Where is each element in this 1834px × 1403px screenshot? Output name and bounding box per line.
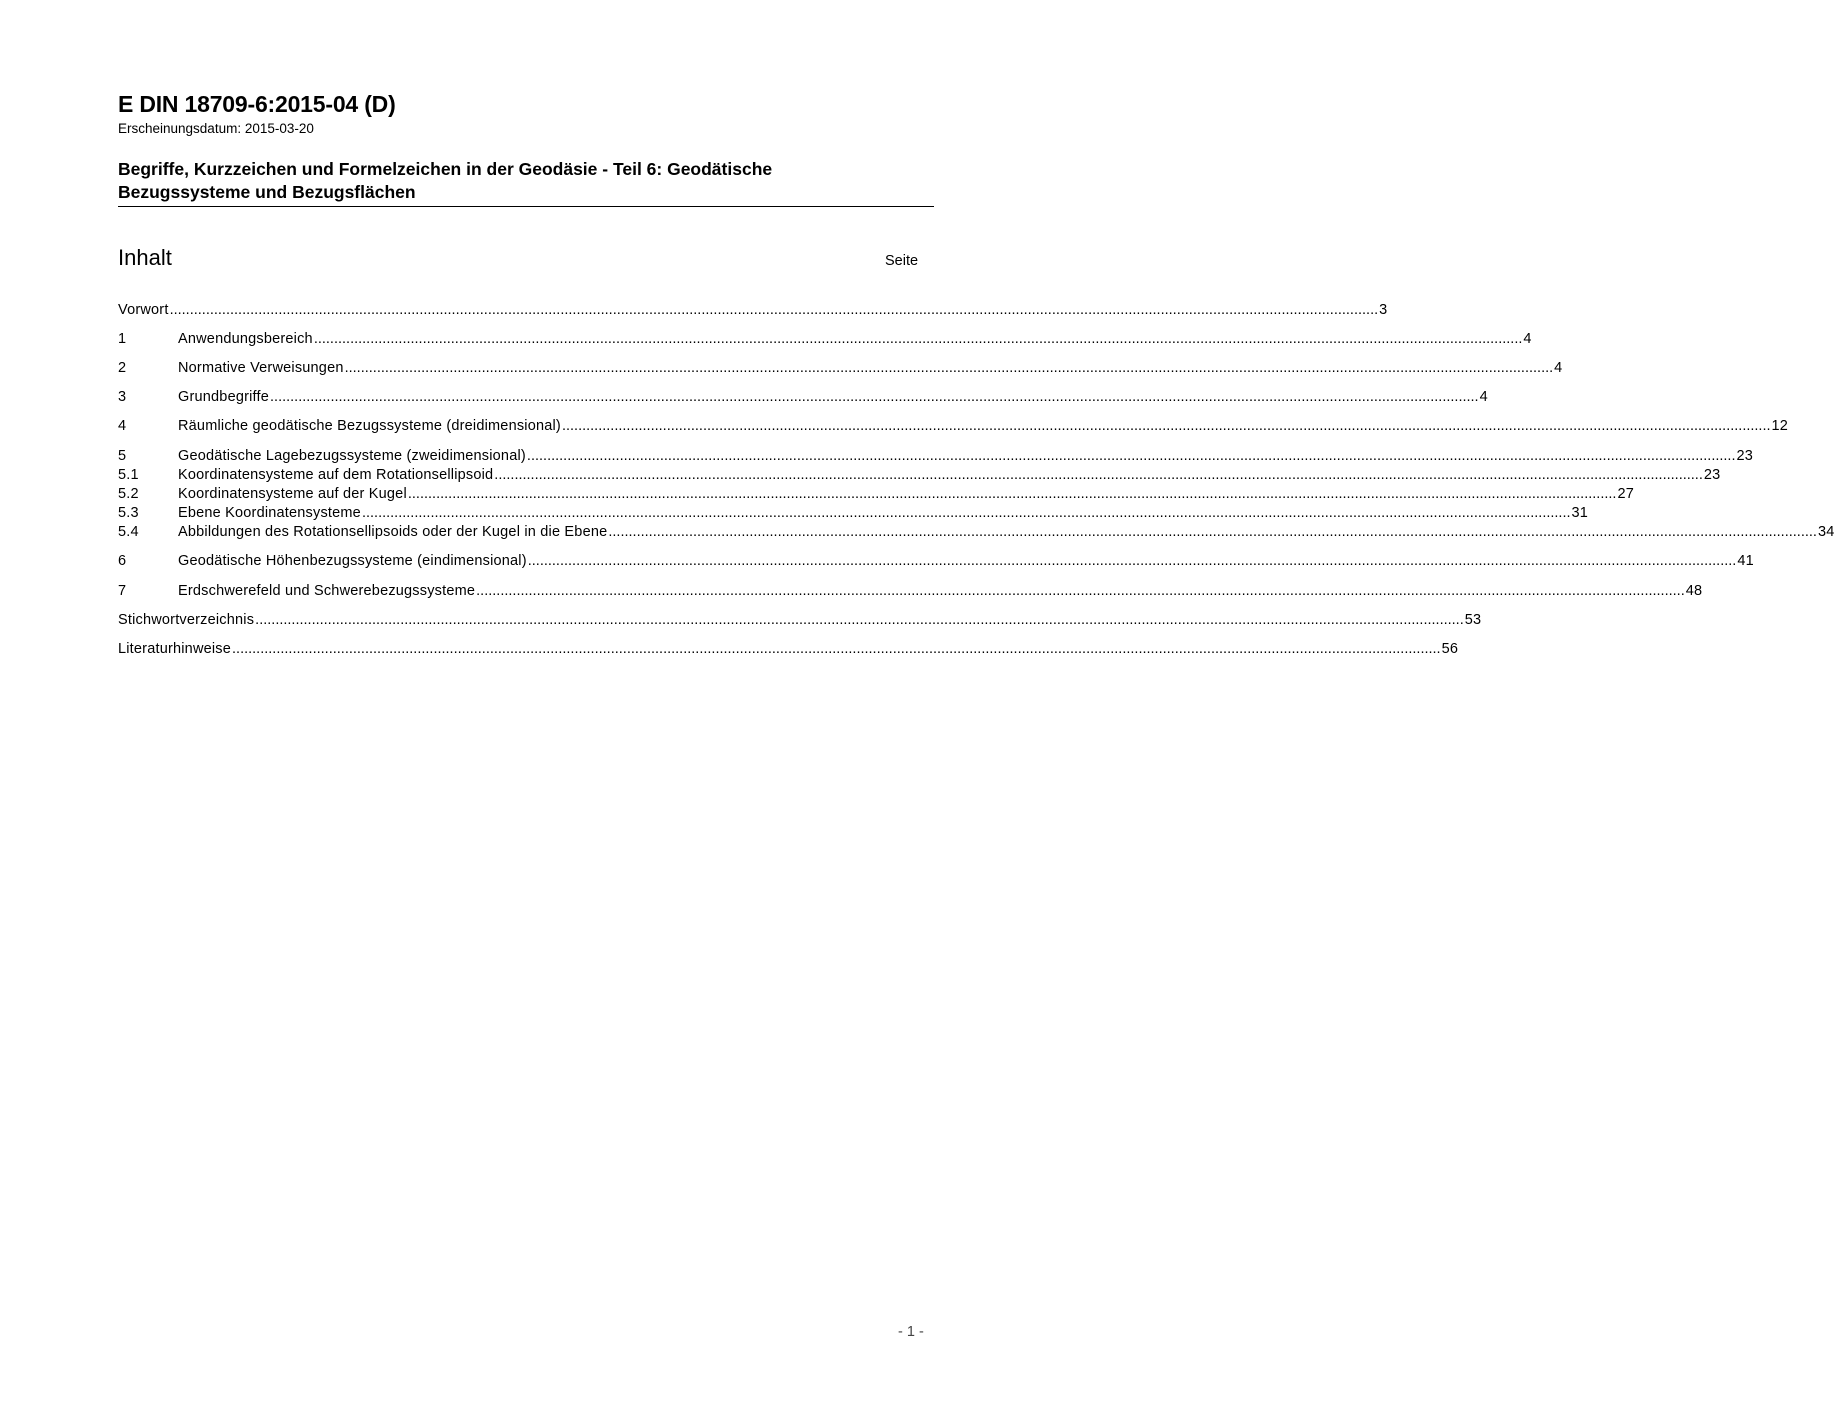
toc-entry-title: Räumliche geodätische Bezugssysteme (dreidimensional) (178, 418, 561, 434)
toc-dot-leader: ............................................................................................................................................................................................................................................................................................................ (169, 302, 1379, 318)
toc-entry[interactable] (118, 418, 1789, 438)
toc-dot-leader: ............................................................................................................................................................................................................................................................................................................ (494, 467, 1703, 483)
toc-entry-page: 53 (1464, 612, 1482, 628)
page-number: - 1 - (898, 1324, 924, 1340)
toc-entry-title: Koordinatensysteme auf der Kugel (178, 486, 407, 502)
toc-entry-number: 4 (118, 418, 127, 434)
toc-entry-number: 7 (118, 583, 127, 599)
toc-entry[interactable] (118, 389, 1488, 409)
toc-entry-page: 41 (1737, 553, 1754, 569)
toc-entry[interactable] (118, 486, 1634, 506)
toc-dot-leader: ............................................................................................................................................................................................................................................................................................................ (526, 448, 1736, 464)
toc-entry[interactable] (118, 505, 1589, 525)
toc-entry-number: 1 (118, 331, 127, 347)
toc-entry-title: Geodätische Höhenbezugssysteme (eindimensional) (178, 553, 527, 569)
toc-entry-page: 4 (1554, 360, 1563, 376)
toc-dot-leader: ............................................................................................................................................................................................................................................................................................................ (407, 486, 1617, 502)
toc-dot-leader: ............................................................................................................................................................................................................................................................................................................ (255, 612, 1464, 628)
toc-entry-title: Geodätische Lagebezugssysteme (zweidimensional) (178, 448, 526, 464)
toc-dot-leader: ............................................................................................................................................................................................................................................................................................................ (361, 505, 1571, 521)
toc-entry[interactable] (118, 467, 1721, 487)
toc-entry[interactable] (118, 524, 1834, 544)
toc-entry-page: 48 (1685, 583, 1703, 599)
toc-entry-page: 23 (1736, 448, 1754, 464)
toc-entry-number: 5.3 (118, 505, 139, 521)
toc-dot-leader: ............................................................................................................................................................................................................................................................................................................ (313, 331, 1523, 347)
toc-entry-number: 5.2 (118, 486, 139, 502)
toc-entry-page: 3 (1379, 302, 1388, 318)
toc-entry[interactable] (118, 583, 1703, 603)
toc-entry-page: 56 (1441, 641, 1459, 657)
toc-entry-number: 6 (118, 553, 127, 569)
toc-entry[interactable] (118, 553, 1754, 573)
toc-entry-page: 4 (1523, 331, 1532, 347)
toc-entry[interactable] (118, 360, 1563, 380)
toc-entry-title: Grundbegriffe (178, 389, 270, 405)
toc-entry-number: 3 (118, 389, 127, 405)
toc-dot-leader: ............................................................................................................................................................................................................................................................................................................ (344, 360, 1554, 376)
toc-entry-page: 31 (1571, 505, 1589, 521)
toc-dot-leader: ............................................................................................................................................................................................................................................................................................................ (232, 641, 1441, 657)
toc-entry[interactable] (118, 302, 1388, 322)
toc-entry-number: 5 (118, 448, 127, 464)
toc-entry-title: Koordinatensysteme auf dem Rotationsellipsoid (178, 467, 494, 483)
toc-entry-number: 5.4 (118, 524, 139, 540)
toc-entry[interactable] (118, 612, 1482, 632)
toc-entry-title: Literaturhinweise (118, 641, 232, 657)
toc-entry-title: Erdschwerefeld und Schwerebezugssysteme (178, 583, 476, 599)
toc-entry-page: 27 (1617, 486, 1634, 502)
toc-entry[interactable] (118, 448, 1754, 468)
toc-entry-title: Vorwort (118, 302, 169, 318)
toc-entry-page: 12 (1771, 418, 1789, 434)
toc-dot-leader: ............................................................................................................................................................................................................................................................................................................ (476, 583, 1685, 599)
toc-dot-leader: ............................................................................................................................................................................................................................................................................................................ (270, 389, 1479, 405)
document-id: E DIN 18709-6:2015-04 (D) (118, 91, 396, 117)
toc-page-column-label: Seite (885, 253, 919, 269)
toc-entry[interactable] (118, 641, 1459, 661)
title-divider (118, 206, 934, 207)
toc-dot-leader: ............................................................................................................................................................................................................................................................................................................ (527, 553, 1737, 569)
toc-entry-page: 34 (1817, 524, 1834, 540)
publication-date: Erscheinungsdatum: 2015-03-20 (118, 121, 314, 136)
toc-dot-leader: ............................................................................................................................................................................................................................................................................................................ (561, 418, 1771, 434)
toc-heading: Inhalt (118, 245, 172, 270)
toc-entry-number: 2 (118, 360, 127, 376)
toc-entry-title: Stichwortverzeichnis (118, 612, 255, 628)
toc-entry-title: Normative Verweisungen (178, 360, 344, 376)
toc-dot-leader: ............................................................................................................................................................................................................................................................................................................ (608, 524, 1817, 540)
toc-entry[interactable] (118, 331, 1532, 351)
toc-entry-page: 23 (1703, 467, 1721, 483)
toc-entry-title: Anwendungsbereich (178, 331, 313, 347)
toc-entry-page: 4 (1479, 389, 1488, 405)
toc-entry-title: Abbildungen des Rotationsellipsoids oder der Kugel in die Ebene (178, 524, 608, 540)
toc-entry-number: 5.1 (118, 467, 139, 483)
toc-entry-title: Ebene Koordinatensysteme (178, 505, 361, 521)
document-title: Begriffe, Kurzzeichen und Formelzeichen in der Geodäsie - Teil 6: Geodätische Bezugssysteme und Bezugsflächen (118, 159, 773, 202)
